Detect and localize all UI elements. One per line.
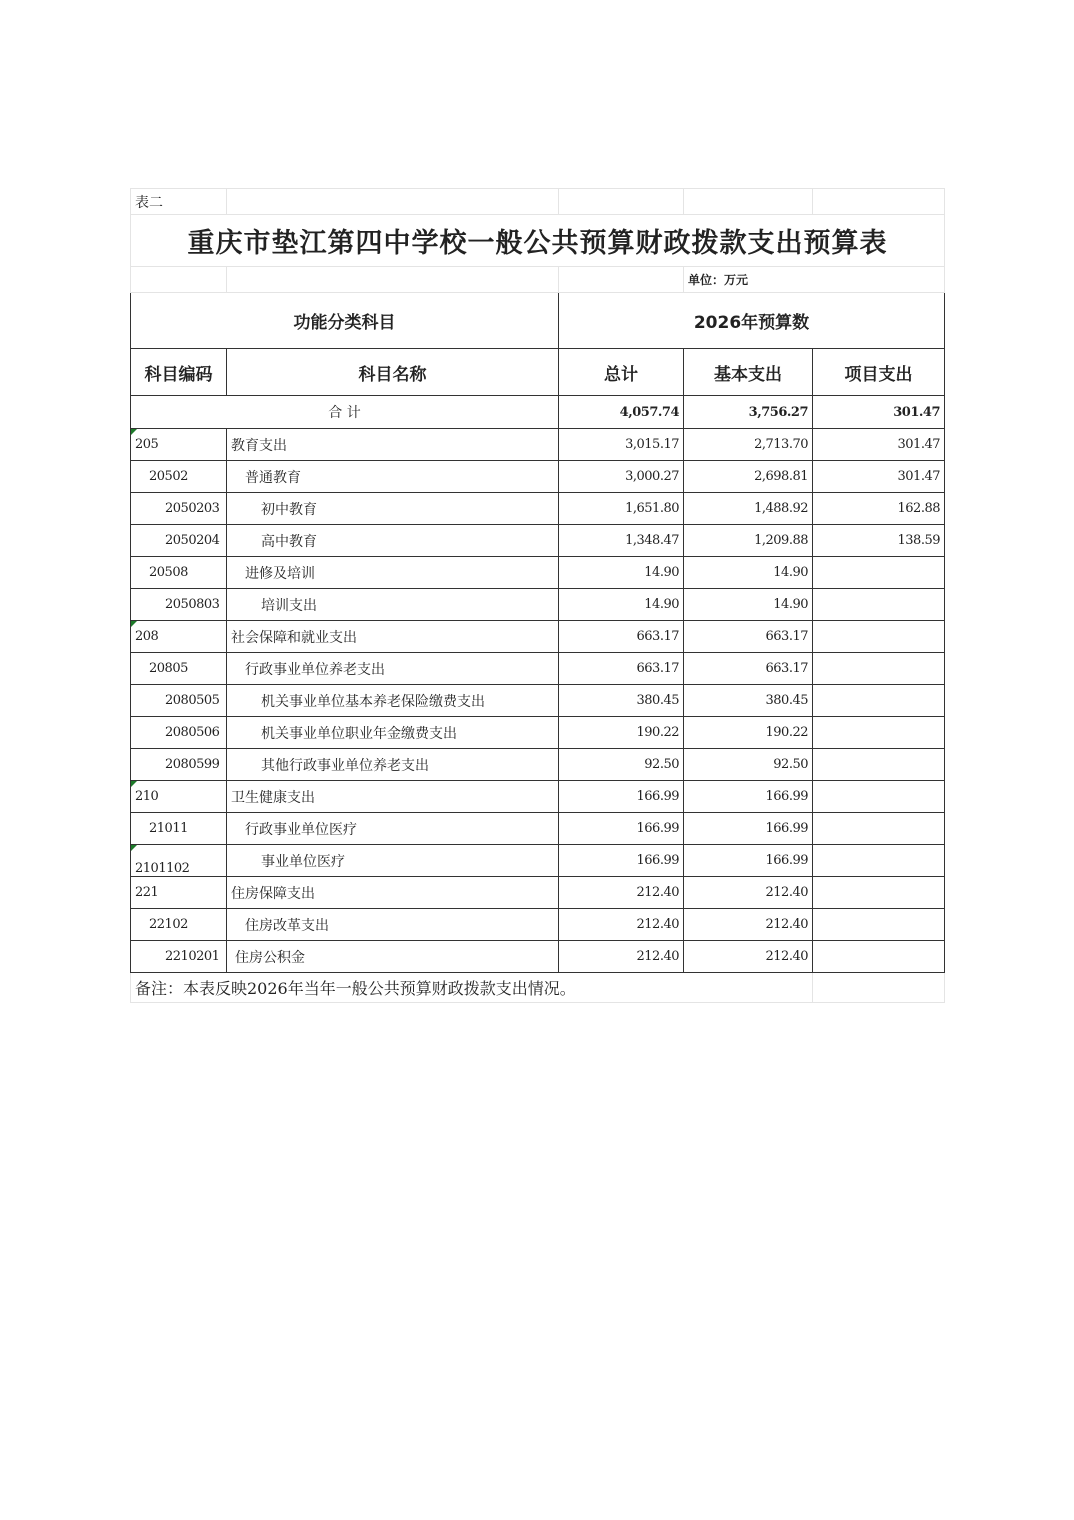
row-total: 3,015.17 xyxy=(559,429,684,461)
row-code: 21011 xyxy=(131,813,227,845)
row-basic: 2,713.70 xyxy=(684,429,813,461)
row-total: 14.90 xyxy=(559,589,684,621)
table-row xyxy=(131,941,945,973)
table-row xyxy=(131,653,945,685)
row-name: 普通教育 xyxy=(227,461,559,493)
row-code: 2080599 xyxy=(131,749,227,781)
row-basic: 2,698.81 xyxy=(684,461,813,493)
row-code: 2080506 xyxy=(131,717,227,749)
row-code: 20805 xyxy=(131,653,227,685)
header-group-row xyxy=(131,293,945,349)
row-project xyxy=(813,877,945,909)
row-basic: 1,209.88 xyxy=(684,525,813,557)
table-row xyxy=(131,461,945,493)
row-project xyxy=(813,685,945,717)
row-code: 2080505 xyxy=(131,685,227,717)
header-basic: 基本支出 xyxy=(684,349,813,396)
row-total: 1,651.80 xyxy=(559,493,684,525)
row-basic: 212.40 xyxy=(684,877,813,909)
row-total: 92.50 xyxy=(559,749,684,781)
row-basic: 14.90 xyxy=(684,589,813,621)
table-label: 表二 xyxy=(131,189,227,215)
table-row xyxy=(131,781,945,813)
row-name: 高中教育 xyxy=(227,525,559,557)
row-name: 住房保障支出 xyxy=(227,877,559,909)
row-name: 初中教育 xyxy=(227,493,559,525)
row-code: 22102 xyxy=(131,909,227,941)
table-row xyxy=(131,557,945,589)
row-name: 住房改革支出 xyxy=(227,909,559,941)
row-code: 20502 xyxy=(131,461,227,493)
row-name: 住房公积金 xyxy=(227,941,559,973)
row-code: 221 xyxy=(131,877,227,909)
table-row xyxy=(131,909,945,941)
row-basic: 166.99 xyxy=(684,813,813,845)
header-col-row xyxy=(131,349,945,396)
row-project xyxy=(813,717,945,749)
label-row xyxy=(131,189,945,215)
row-name: 行政事业单位医疗 xyxy=(227,813,559,845)
header-function: 功能分类科目 xyxy=(131,293,559,349)
row-project xyxy=(813,621,945,653)
row-name: 教育支出 xyxy=(227,429,559,461)
row-code: 210 xyxy=(131,781,227,813)
row-basic: 663.17 xyxy=(684,653,813,685)
row-code: 2050203 xyxy=(131,493,227,525)
row-total: 3,000.27 xyxy=(559,461,684,493)
row-total: 190.22 xyxy=(559,717,684,749)
row-project xyxy=(813,813,945,845)
row-name: 机关事业单位职业年金缴费支出 xyxy=(227,717,559,749)
row-project xyxy=(813,781,945,813)
row-code: 208 xyxy=(131,621,227,653)
row-basic: 1,488.92 xyxy=(684,493,813,525)
row-basic: 380.45 xyxy=(684,685,813,717)
table-row xyxy=(131,429,945,461)
row-project: 301.47 xyxy=(813,461,945,493)
row-code: 2101102 xyxy=(131,845,227,877)
row-project xyxy=(813,749,945,781)
row-project xyxy=(813,589,945,621)
footnote: 备注：本表反映2026年当年一般公共预算财政拨款支出情况。 xyxy=(131,973,813,1003)
row-total: 1,348.47 xyxy=(559,525,684,557)
row-total: 380.45 xyxy=(559,685,684,717)
header-project: 项目支出 xyxy=(813,349,945,396)
note-row xyxy=(131,973,945,1003)
row-project: 162.88 xyxy=(813,493,945,525)
header-budget: 2026年预算数 xyxy=(559,293,945,349)
row-project: 138.59 xyxy=(813,525,945,557)
table-row xyxy=(131,813,945,845)
row-code: 2210201 xyxy=(131,941,227,973)
row-basic: 212.40 xyxy=(684,909,813,941)
row-project xyxy=(813,941,945,973)
row-basic: 663.17 xyxy=(684,621,813,653)
unit-row xyxy=(131,267,945,293)
row-name: 事业单位医疗 xyxy=(227,845,559,877)
row-basic: 166.99 xyxy=(684,845,813,877)
total-total: 4,057.74 xyxy=(559,396,684,429)
row-name: 社会保障和就业支出 xyxy=(227,621,559,653)
row-name: 培训支出 xyxy=(227,589,559,621)
table-row xyxy=(131,845,945,877)
row-basic: 190.22 xyxy=(684,717,813,749)
row-project: 301.47 xyxy=(813,429,945,461)
total-project: 301.47 xyxy=(813,396,945,429)
row-total: 166.99 xyxy=(559,845,684,877)
row-code: 2050803 xyxy=(131,589,227,621)
budget-sheet xyxy=(130,188,944,1003)
row-name: 机关事业单位基本养老保险缴费支出 xyxy=(227,685,559,717)
page-title: 重庆市垫江第四中学校一般公共预算财政拨款支出预算表 xyxy=(131,215,945,267)
table-row xyxy=(131,685,945,717)
row-project xyxy=(813,909,945,941)
budget-table xyxy=(130,188,945,1003)
table-row xyxy=(131,717,945,749)
row-basic: 166.99 xyxy=(684,781,813,813)
row-total: 166.99 xyxy=(559,813,684,845)
header-name: 科目名称 xyxy=(227,349,559,396)
row-basic: 212.40 xyxy=(684,941,813,973)
row-total: 212.40 xyxy=(559,941,684,973)
title-row xyxy=(131,215,945,267)
table-row xyxy=(131,749,945,781)
total-basic: 3,756.27 xyxy=(684,396,813,429)
row-total: 14.90 xyxy=(559,557,684,589)
row-name: 其他行政事业单位养老支出 xyxy=(227,749,559,781)
table-row xyxy=(131,525,945,557)
table-row xyxy=(131,589,945,621)
row-name: 进修及培训 xyxy=(227,557,559,589)
table-row xyxy=(131,621,945,653)
row-project xyxy=(813,557,945,589)
row-basic: 92.50 xyxy=(684,749,813,781)
row-code: 20508 xyxy=(131,557,227,589)
row-total: 663.17 xyxy=(559,653,684,685)
header-code: 科目编码 xyxy=(131,349,227,396)
unit-label: 单位：万元 xyxy=(684,267,945,293)
row-code: 205 xyxy=(131,429,227,461)
table-row xyxy=(131,493,945,525)
row-total: 663.17 xyxy=(559,621,684,653)
row-total: 212.40 xyxy=(559,909,684,941)
total-row xyxy=(131,396,945,429)
row-project xyxy=(813,653,945,685)
total-label: 合 计 xyxy=(131,396,559,429)
row-name: 卫生健康支出 xyxy=(227,781,559,813)
row-basic: 14.90 xyxy=(684,557,813,589)
header-total: 总计 xyxy=(559,349,684,396)
row-project xyxy=(813,845,945,877)
table-row xyxy=(131,877,945,909)
row-name: 行政事业单位养老支出 xyxy=(227,653,559,685)
row-total: 212.40 xyxy=(559,877,684,909)
row-code: 2050204 xyxy=(131,525,227,557)
row-total: 166.99 xyxy=(559,781,684,813)
